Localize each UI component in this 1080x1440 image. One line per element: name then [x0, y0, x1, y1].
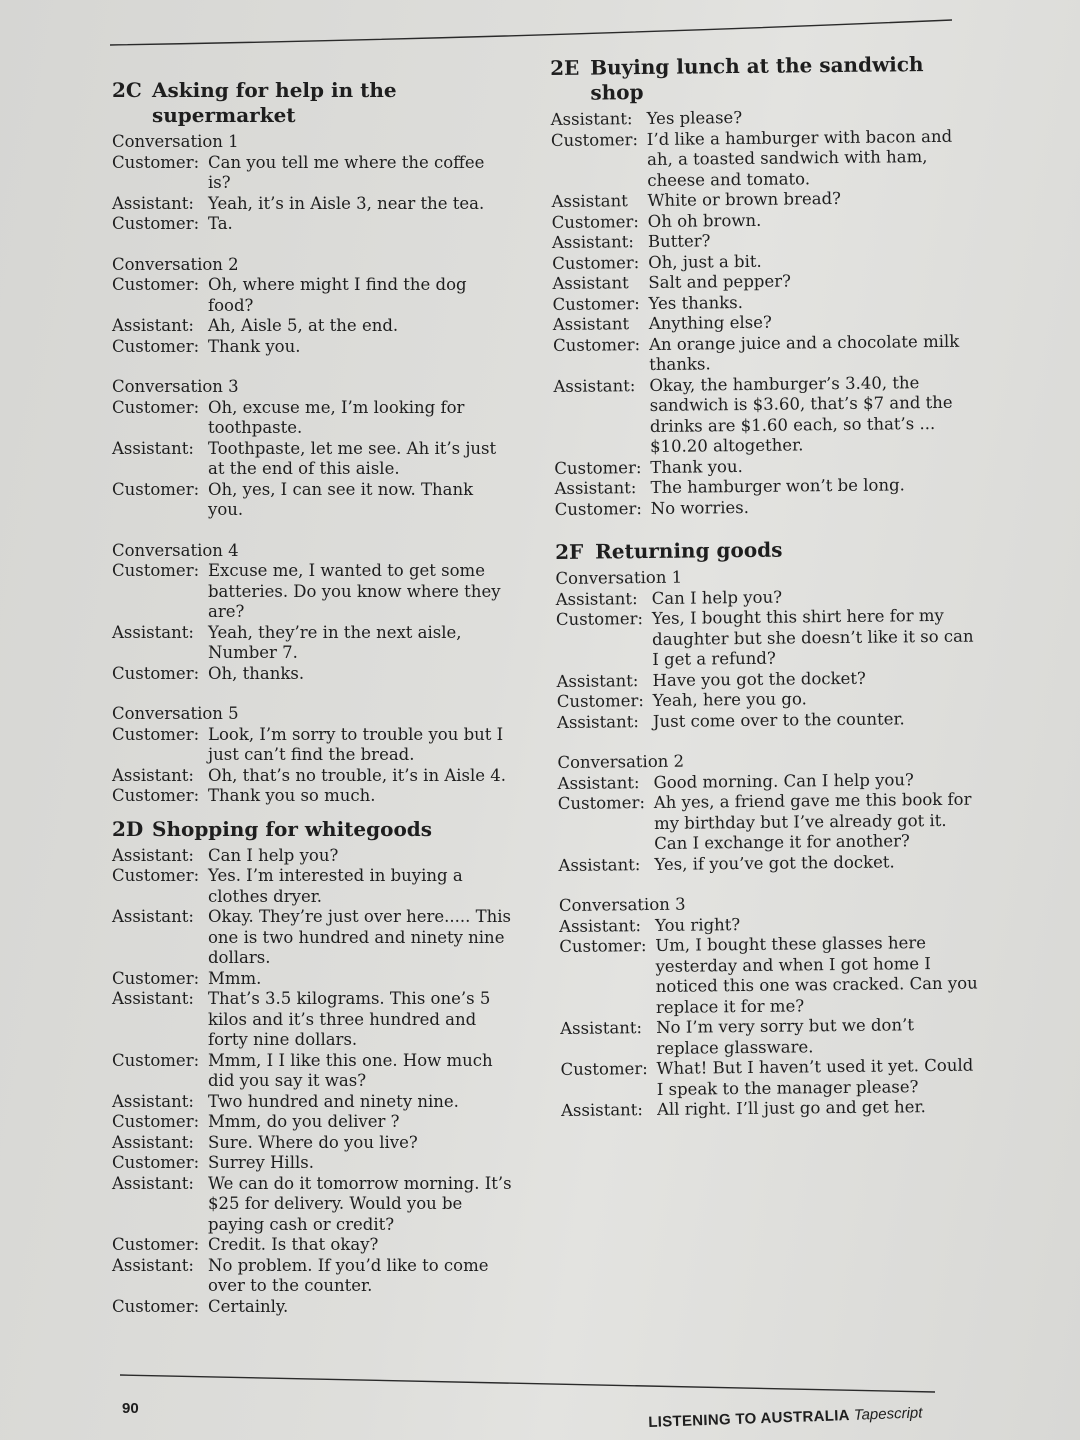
speaker: Customer: — [112, 1050, 200, 1070]
dialogue-line — [553, 372, 974, 458]
speaker: Customer: — [112, 336, 200, 356]
conversation-label: Conversation 1 — [555, 567, 683, 588]
left-column — [112, 78, 512, 1317]
dialogue-text: Thank you. — [650, 456, 743, 477]
speaker: Customer: — [550, 129, 639, 150]
dialogue-line — [112, 337, 512, 358]
dialogue-line — [112, 725, 512, 766]
dialogue-text: The hamburger won’t be long. — [650, 475, 905, 497]
dialogue-line — [112, 1174, 512, 1236]
section-title: Returning goods — [595, 537, 783, 564]
dialogue-line — [561, 1056, 981, 1101]
section-title: Asking for help in the supermarket — [152, 78, 397, 127]
dialogue-text: Look, I’m sorry to trouble you but I just can’t find the bread. — [208, 724, 504, 764]
book-title: LISTENING TO AUSTRALIA — [648, 1406, 851, 1431]
section-2f-heading — [555, 536, 975, 565]
dialogue-text: Okay. They’re just over here..... This one is two hundred and ninety nine dollars. — [208, 907, 511, 967]
dialogue-text: Oh, that’s no trouble, it’s in Aisle 4. — [208, 765, 507, 785]
conversation-block — [112, 377, 512, 521]
dialogue-text: Yes please? — [646, 107, 743, 128]
section-title: Buying lunch at the sandwich shop — [589, 52, 924, 105]
dialogue-line — [112, 989, 512, 1051]
speaker: Customer: — [112, 1112, 200, 1131]
speaker: Customer: — [556, 691, 644, 711]
dialogue-text: Oh oh brown. — [647, 210, 762, 231]
speaker: Customer: — [552, 252, 640, 273]
dialogue-text: Yes thanks. — [648, 292, 744, 313]
dialogue-line — [112, 1051, 512, 1092]
conversation-block — [112, 541, 512, 685]
dialogue-line — [112, 1133, 512, 1154]
dialogue-text: Okay, the hamburger’s 3.40, the sandwich is $3.60, that’s $7 and the drinks are $1.60 each, so that’s ... $10.20 altogether. — [649, 372, 953, 456]
speaker: Assistant: — [112, 845, 194, 865]
speaker: Assistant: — [559, 915, 642, 936]
page-number: 90 — [122, 1400, 139, 1417]
speaker: Customer: — [112, 1296, 200, 1316]
dialogue-line — [112, 664, 512, 685]
dialogue-line — [112, 907, 512, 969]
speaker: Assistant: — [112, 1255, 194, 1275]
dialogue-text: Oh, excuse me, I’m looking for toothpaste. — [208, 397, 465, 437]
dialogue-block — [112, 846, 512, 1318]
dialogue-text: I’d like a hamburger with bacon and ah, a toasted sandwich with ham, cheese and tomato. — [646, 126, 953, 190]
dialogue-line — [112, 1112, 512, 1133]
dialogue-text: Anything else? — [648, 312, 772, 333]
dialogue-text: Yes, I bought this shirt here for my daughter but she doesn’t like it so can I get a refund? — [651, 605, 974, 669]
speaker: Customer: — [112, 724, 200, 744]
dialogue-text: Oh, just a bit. — [648, 251, 762, 272]
speaker: Customer: — [559, 936, 647, 956]
dialogue-line — [558, 790, 979, 856]
speaker: Customer: — [551, 211, 639, 232]
speaker: Customer: — [112, 152, 200, 172]
conversation-label: Conversation 3 — [112, 377, 239, 396]
speaker: Assistant: — [112, 193, 194, 213]
conversation-block — [557, 749, 978, 876]
speaker: Customer: — [112, 1235, 200, 1254]
dialogue-text: Certainly. — [208, 1296, 289, 1316]
speaker: Assistant: — [112, 765, 194, 785]
dialogue-line — [112, 1297, 512, 1318]
speaker: Assistant: — [112, 622, 194, 642]
dialogue-line — [112, 786, 512, 807]
dialogue-text: Ah, Aisle 5, at the end. — [208, 316, 399, 335]
speaker: Customer: — [555, 609, 644, 629]
speaker: Customer: — [112, 479, 200, 499]
dialogue-text: Yeah, it’s in Aisle 3, near the tea. — [208, 193, 485, 213]
dialogue-text: An orange juice and a chocolate milk thanks. — [648, 331, 960, 374]
dialogue-block — [551, 106, 975, 520]
dialogue-text: No I’m very sorry but we don’t replace glassware. — [656, 1015, 915, 1058]
dialogue-text: Salt and pepper? — [648, 271, 791, 292]
dialogue-line — [112, 439, 512, 480]
speaker: Customer: — [552, 334, 641, 355]
dialogue-line — [112, 1153, 512, 1174]
dialogue-text: Oh, thanks. — [208, 663, 305, 683]
speaker: Customer: — [112, 561, 200, 580]
dialogue-line — [556, 606, 977, 672]
dialogue-line — [112, 846, 512, 867]
dialogue-text: Thank you. — [208, 336, 301, 356]
dialogue-line — [112, 480, 512, 521]
dialogue-text: Mmm. — [208, 968, 262, 988]
conversation-block — [112, 255, 512, 358]
section-code: 2F — [555, 539, 584, 564]
conversation-label: Conversation 2 — [557, 751, 685, 772]
speaker: Customer: — [112, 275, 200, 294]
dialogue-line — [557, 708, 977, 733]
speaker: Assistant — [552, 273, 629, 293]
speaker: Assistant: — [112, 1091, 194, 1111]
speaker: Assistant: — [556, 711, 639, 732]
dialogue-text: Toothpaste, let me see. Ah it’s just at the end of this aisle. — [208, 438, 497, 478]
right-column — [550, 52, 981, 1122]
dialogue-text: What! But I haven’t used it yet. Could I speak to the manager please? — [656, 1055, 974, 1099]
dialogue-line — [559, 933, 980, 1019]
dialogue-text: Yes, if you’ve got the docket. — [654, 851, 895, 874]
dialogue-line — [553, 331, 973, 376]
speaker: Customer: — [112, 214, 200, 233]
speaker: Assistant: — [557, 772, 640, 793]
dialogue-line — [112, 275, 512, 316]
speaker: Assistant: — [551, 232, 634, 252]
dialogue-text: Credit. Is that okay? — [208, 1235, 379, 1254]
top-rule — [110, 18, 952, 48]
speaker: Assistant: — [553, 375, 636, 396]
dialogue-text: Can I help you? — [651, 587, 783, 608]
speaker: Customer: — [560, 1059, 648, 1079]
conversation-label: Conversation 5 — [112, 704, 239, 723]
speaker: Customer: — [112, 786, 200, 805]
speaker: Assistant: — [550, 109, 633, 129]
section-2d-heading — [112, 817, 512, 842]
dialogue-text: Um, I bought these glasses here yesterday and when I got home I noticed this one was cracked. Can you replace it for me? — [655, 933, 978, 1017]
dialogue-text: Yeah, here you go. — [652, 689, 807, 710]
speaker: Assistant: — [558, 854, 641, 875]
dialogue-line — [112, 153, 512, 194]
conversation-label: Conversation 1 — [112, 132, 239, 151]
section-2c-heading — [112, 78, 512, 128]
dialogue-line — [112, 1235, 512, 1256]
dialogue-line — [112, 398, 512, 439]
dialogue-line — [112, 561, 512, 623]
section-2e-heading — [550, 52, 971, 106]
section-code: 2D — [112, 816, 144, 841]
dialogue-line — [555, 495, 975, 520]
dialogue-text: Two hundred and ninety nine. — [208, 1091, 459, 1111]
running-footer — [648, 1404, 923, 1431]
speaker: Assistant: — [112, 1173, 194, 1193]
dialogue-text: Thank you so much. — [208, 786, 376, 805]
speaker: Assistant: — [112, 1132, 194, 1152]
dialogue-text: That’s 3.5 kilograms. This one’s 5 kilos and it’s three hundred and forty nine dollars. — [208, 989, 491, 1049]
conversation-label: Conversation 4 — [112, 540, 239, 560]
speaker: Customer: — [554, 498, 642, 519]
dialogue-line — [112, 214, 512, 235]
dialogue-line — [112, 866, 512, 907]
dialogue-text: You right? — [655, 914, 741, 935]
conversation-block — [112, 132, 512, 235]
dialogue-text: Mmm, I I like this one. How much did you say it was? — [208, 1050, 493, 1090]
dialogue-text: Ta. — [208, 214, 233, 233]
section-title: Shopping for whitegoods — [152, 816, 433, 841]
dialogue-line — [112, 1256, 512, 1297]
dialogue-text: Oh, where might I find the dog food? — [208, 275, 467, 315]
speaker: Customer: — [112, 1153, 200, 1172]
book-subtitle: Tapescript — [853, 1404, 923, 1424]
dialogue-text: Oh, yes, I can see it now. Thank you. — [208, 479, 474, 519]
conversation-block — [112, 704, 512, 807]
dialogue-line — [551, 126, 972, 192]
dialogue-text: No problem. If you’d like to come over to the counter. — [208, 1255, 489, 1295]
speaker: Customer: — [112, 866, 200, 885]
dialogue-text: White or brown bread? — [647, 188, 842, 210]
dialogue-text: Can you tell me where the coffee is? — [208, 152, 485, 192]
dialogue-text: Butter? — [647, 231, 711, 251]
dialogue-text: Surrey Hills. — [208, 1153, 314, 1172]
dialogue-line — [112, 1092, 512, 1113]
dialogue-text: All right. I’ll just go and get her. — [656, 1097, 926, 1119]
dialogue-text: Have you got the docket? — [652, 668, 866, 690]
dialogue-text: Yes. I’m interested in buying a clothes dryer. — [208, 866, 463, 906]
speaker: Customer: — [112, 663, 200, 683]
section-code: 2E — [550, 55, 580, 80]
conversation-block — [555, 565, 977, 733]
speaker: Customer: — [554, 457, 642, 478]
dialogue-line — [112, 316, 512, 337]
conversation-label: Conversation 3 — [558, 894, 686, 915]
dialogue-text: Can I help you? — [208, 845, 339, 865]
bottom-rule — [120, 1372, 935, 1396]
speaker: Assistant: — [112, 438, 194, 458]
speaker: Assistant: — [560, 1018, 643, 1038]
speaker: Assistant: — [554, 478, 637, 498]
dialogue-text: Excuse me, I wanted to get some batteries. Do you know where they are? — [208, 561, 501, 621]
dialogue-text: Mmm, do you deliver ? — [208, 1112, 400, 1131]
speaker: Customer: — [552, 293, 640, 314]
speaker: Customer: — [112, 397, 200, 417]
speaker: Customer: — [557, 793, 646, 813]
speaker: Assistant: — [112, 907, 194, 926]
dialogue-line — [112, 194, 512, 215]
dialogue-line — [112, 969, 512, 990]
speaker: Assistant — [552, 314, 630, 334]
dialogue-text: Ah yes, a friend gave me this book for my birthday but I’ve already got it. Can I exchange it for another? — [653, 789, 972, 853]
speaker: Assistant: — [112, 989, 194, 1008]
speaker: Assistant: — [556, 670, 639, 691]
speaker: Assistant: — [112, 316, 194, 335]
dialogue-text: Good morning. Can I help you? — [653, 769, 914, 792]
conversation-block — [559, 892, 981, 1122]
speaker: Assistant: — [560, 1100, 644, 1120]
dialogue-line — [561, 1097, 981, 1122]
speaker: Assistant — [551, 191, 628, 211]
section-code: 2C — [112, 78, 142, 102]
conversation-label: Conversation 2 — [112, 254, 239, 274]
speaker: Customer: — [112, 968, 200, 988]
dialogue-text: No worries. — [650, 497, 750, 518]
dialogue-text: Just come over to the counter. — [652, 708, 905, 731]
speaker: Assistant: — [555, 588, 638, 609]
dialogue-text: Yeah, they’re in the next aisle, Number 7. — [208, 622, 462, 662]
dialogue-line — [112, 623, 512, 664]
dialogue-text: We can do it tomorrow morning. It’s $25 for delivery. Would you be paying cash or credit? — [208, 1173, 512, 1234]
dialogue-line — [112, 766, 512, 787]
dialogue-line — [560, 1015, 980, 1060]
dialogue-text: Sure. Where do you live? — [208, 1132, 418, 1152]
